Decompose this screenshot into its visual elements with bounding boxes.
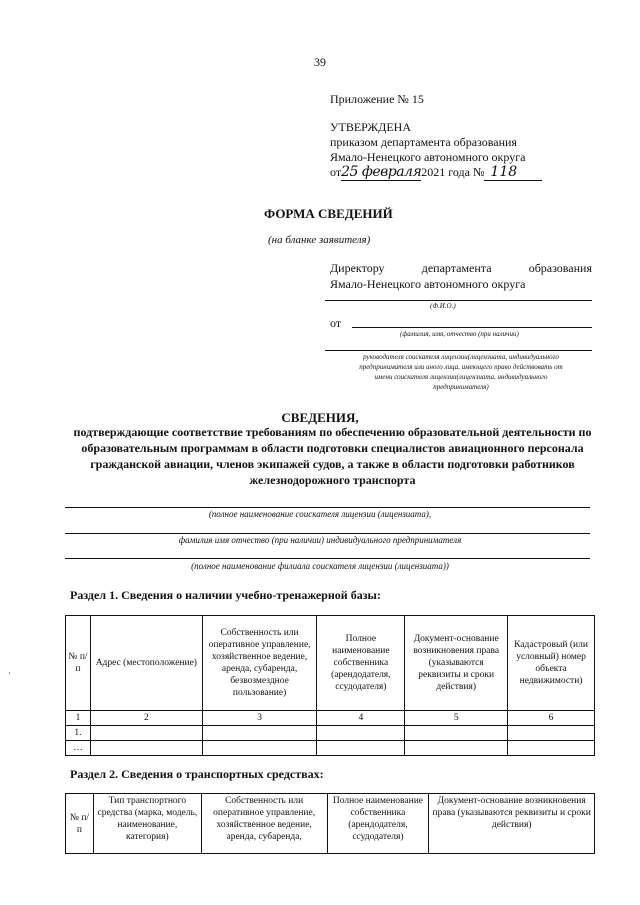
table-header-row [66, 794, 595, 854]
applicant-caption-1: руководителя соискателя лицензии(лицензиата, индивидуального [363, 353, 559, 361]
section-1-table [65, 615, 595, 756]
applicant-caption-4: предпринимателя) [433, 383, 489, 391]
column-number: 4 [317, 711, 405, 726]
director-word-2: департамента [421, 261, 492, 275]
fill-caption-1: (полное наименование соискателя лицензии (лицензиата), [208, 509, 432, 519]
header-cell: Кадастровый (или условный) номер объекта недвижимости) [508, 616, 595, 711]
row-number: 1. [66, 726, 91, 741]
column-number: 5 [405, 711, 508, 726]
handwritten-number: 118 [490, 164, 518, 180]
header-cell: Адрес (местоположение) [90, 616, 202, 711]
column-number: 6 [508, 711, 595, 726]
applicant-caption [330, 352, 592, 392]
handwritten-date: 25 февраля [341, 164, 422, 180]
approved-line-2: Ямало-Ненецкого автономного округа [330, 150, 526, 164]
fill-line-1 [65, 507, 590, 508]
blank-note: (на бланке заявителя) [268, 234, 371, 246]
header-cell: Документ-основание возникновения права (указываются реквизиты и сроки действия) [405, 616, 508, 711]
from-line [352, 327, 592, 328]
table-row [66, 726, 595, 741]
section-1-title: Раздел 1. Сведения о наличии учебно-тренажерной базы: [70, 588, 381, 602]
table-cell [317, 741, 405, 756]
from-caption: (фамилия, имя, отчество (при наличии) [400, 330, 519, 338]
table-cell [90, 726, 202, 741]
fio-caption: (Ф.И.О.) [430, 302, 456, 310]
info-body: подтверждающие соответствие требованиям по обеспечению образовательной деятельности по образовательным программам в области подготовки специалистов авиационного персонала гражданской авиации, членов экипажей судов, а также в области подготовки работников железнодорожного транспорта [73, 425, 592, 487]
applicant-caption-2: предпринимателя или иного лица, имеющего право действовать от [359, 363, 563, 371]
from-label: от [330, 316, 342, 330]
fio-line [325, 300, 592, 301]
director-word-3: образования [528, 261, 592, 275]
director-word-1: Директору [330, 261, 385, 275]
column-number: 1 [66, 711, 91, 726]
header-cell: Собственность или оперативное управление, хозяйственное ведение, аренда, субаренда, [201, 794, 327, 854]
applicant-line [325, 350, 592, 351]
section-2-table [65, 793, 595, 854]
column-number: 3 [202, 711, 317, 726]
header-cell: Полное наименование собственника (арендодателя, ссудодателя) [317, 616, 405, 711]
table-cell [508, 741, 595, 756]
header-cell: Документ-основание возникновения права (указываются реквизиты и сроки действия) [429, 794, 595, 854]
attachment-label: Приложение № 15 [330, 92, 424, 106]
table-cell [202, 741, 317, 756]
approved-line-1: приказом департамента образования [330, 135, 517, 149]
fill-line-2 [65, 533, 590, 534]
approved-prefix: от [330, 165, 342, 179]
fill-line-3 [65, 558, 590, 559]
table-cell [202, 726, 317, 741]
applicant-caption-3: имени соискателя лицензии(лицензиата, индивидуального [374, 373, 548, 381]
approved-title: УТВЕРЖДЕНА [330, 120, 412, 134]
director-block [330, 260, 592, 292]
section-2-title: Раздел 2. Сведения о транспортных средствах: [70, 767, 324, 781]
table-cell [405, 741, 508, 756]
approved-date-line [330, 165, 542, 181]
table-number-row [66, 711, 595, 726]
director-line-2: Ямало-Ненецкого автономного округа [330, 277, 526, 291]
table-row [66, 741, 595, 756]
header-cell: Тип транспортного средства (марка, модель, наименование, категория) [93, 794, 201, 854]
header-cell: Полное наименование собственника (арендодателя, ссудодателя) [327, 794, 429, 854]
fill-caption-2: фамилия имя отчество (при наличии) индивидуального предпринимателя [178, 535, 462, 545]
page-number: 39 [314, 55, 326, 69]
fill-caption-3: (полное наименование филиала соискателя лицензии (лицензиата)) [191, 561, 449, 571]
table-cell [90, 741, 202, 756]
table-cell [317, 726, 405, 741]
form-title: ФОРМА СВЕДЕНИЙ [264, 206, 393, 221]
table-header-row [66, 616, 595, 711]
table-cell [508, 726, 595, 741]
column-number: 2 [90, 711, 202, 726]
table-cell [405, 726, 508, 741]
row-number: … [66, 741, 91, 756]
header-cell: Собственность или оперативное управление, хозяйственное ведение, аренда, субаренда, безвозмездное пользование) [202, 616, 317, 711]
margin-mark: · [8, 668, 11, 678]
info-title: СВЕДЕНИЯ, [281, 410, 359, 425]
header-cell: № п/п [66, 794, 94, 854]
approval-block [330, 120, 542, 181]
approved-year: 2021 года № [421, 165, 485, 179]
header-cell: № п/п [66, 616, 91, 711]
